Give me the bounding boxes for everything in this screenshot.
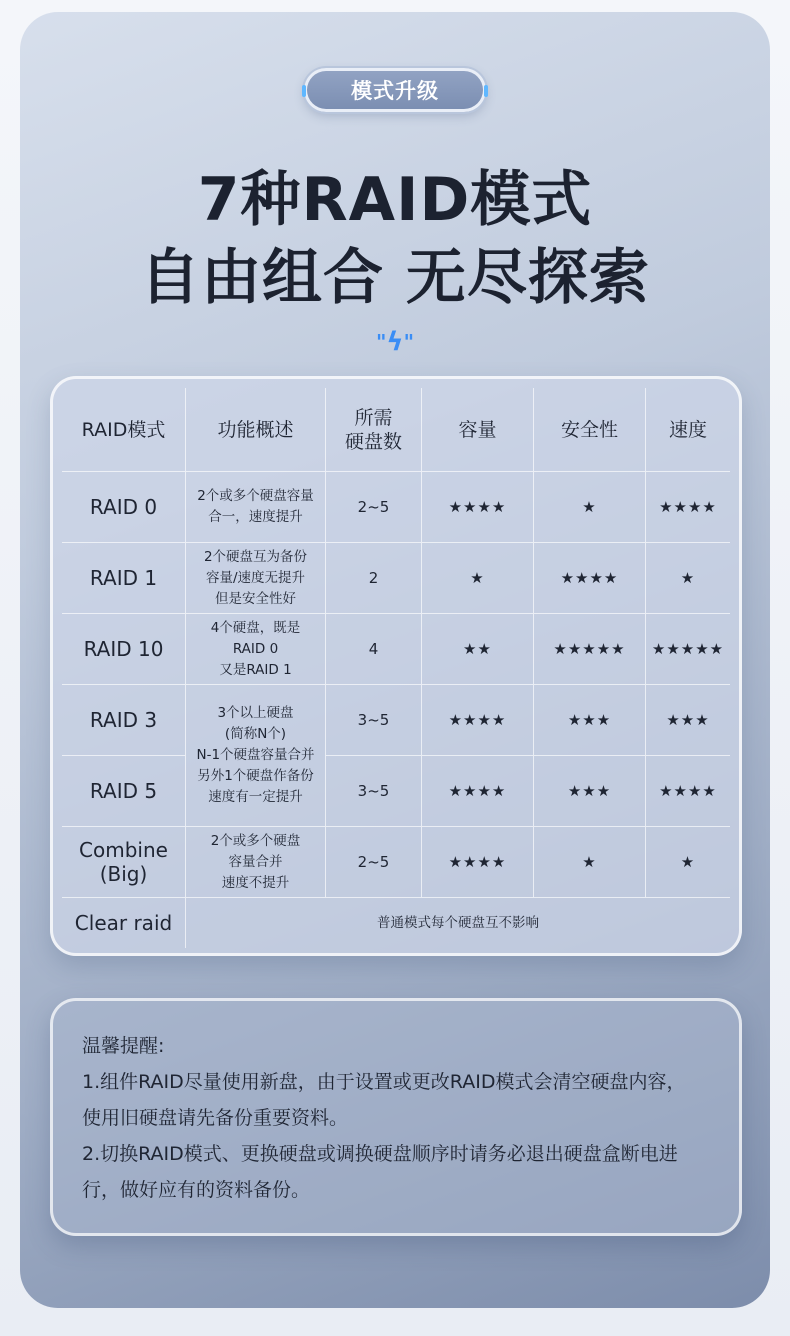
desc-line: (简称N个) <box>224 726 287 742</box>
row-raid1-safety: ★★★★ <box>534 543 646 614</box>
row-raid3-safety: ★★★ <box>534 685 646 756</box>
desc-line: RAID 0 <box>232 640 279 657</box>
desc-line: 2个硬盘互为备份 <box>203 548 308 565</box>
row-raid0-speed: ★★★★ <box>646 472 730 543</box>
row-combine-safety: ★ <box>534 827 646 898</box>
desc-line: N-1个硬盘容量合并 <box>196 747 315 763</box>
reminder-title: 温馨提醒: <box>82 1035 165 1057</box>
row-raid1-speed: ★ <box>646 543 730 614</box>
reminder-line: 使用旧硬盘请先备份重要资料。 <box>82 1107 349 1129</box>
row-clear-name: Clear raid <box>62 898 186 948</box>
desc-line: 但是安全性好 <box>215 590 296 607</box>
row-raid1-desc <box>186 543 326 614</box>
desc-line: 2个或多个硬盘容量 <box>197 488 314 504</box>
row-raid3-name: RAID 3 <box>62 685 186 756</box>
badge-right-accent <box>484 85 488 97</box>
row-raid10-disks: 4 <box>326 614 422 685</box>
desc-line: 容量合并 <box>228 853 283 870</box>
headline-line-2: 自由组合 无尽探索 <box>140 243 650 313</box>
raid-table <box>62 388 730 948</box>
row-raid3-disks: 3~5 <box>326 685 422 756</box>
header-desc: 功能概述 <box>186 388 326 472</box>
reminder-line: 行，做好应有的资料备份。 <box>82 1179 311 1201</box>
row-raid5-name: RAID 5 <box>62 756 186 827</box>
bolt-right-mark: " <box>403 330 414 354</box>
raid-table-card <box>50 376 742 956</box>
promo-card <box>20 12 770 1308</box>
header-safety: 安全性 <box>534 388 646 472</box>
row-raid10-capacity: ★★ <box>422 614 534 685</box>
mode-upgrade-badge <box>304 68 486 112</box>
bolt-left-mark: " <box>376 330 387 354</box>
header-capacity: 容量 <box>422 388 534 472</box>
row-combine-speed: ★ <box>646 827 730 898</box>
bolt-glyph: ϟ <box>386 327 404 357</box>
desc-line: 2个或多个硬盘 <box>210 832 301 849</box>
desc-line: 4个硬盘，既是 <box>210 619 301 636</box>
row-combine-desc <box>186 827 326 898</box>
headline-line-1: 7种RAID模式 <box>197 165 593 235</box>
header-speed: 速度 <box>646 388 730 472</box>
row-combine-name <box>62 827 186 898</box>
badge-label: 模式升级 <box>351 79 439 103</box>
row-raid5-capacity: ★★★★ <box>422 756 534 827</box>
badge-left-accent <box>302 85 306 97</box>
row-combine-capacity: ★★★★ <box>422 827 534 898</box>
row-raid0-disks: 2~5 <box>326 472 422 543</box>
row-raid3-raid5-desc <box>186 685 326 827</box>
row-raid5-safety: ★★★ <box>534 756 646 827</box>
lightning-bolt-icon <box>372 324 418 360</box>
desc-line: 3个以上硬盘 <box>217 705 294 721</box>
row-raid1-name: RAID 1 <box>62 543 186 614</box>
row-raid10-name: RAID 10 <box>62 614 186 685</box>
header-disks-line1: 所需 <box>354 406 393 429</box>
desc-line: 容量/速度无提升 <box>205 569 306 586</box>
row-raid1-disks: 2 <box>326 543 422 614</box>
desc-line: 速度有一定提升 <box>208 789 303 805</box>
desc-line: 合一，速度提升 <box>208 509 303 525</box>
row-raid10-desc <box>186 614 326 685</box>
row-raid0-name: RAID 0 <box>62 472 186 543</box>
reminder-card <box>50 998 742 1236</box>
desc-line: 另外1个硬盘作备份 <box>197 768 314 784</box>
header-mode: RAID模式 <box>62 388 186 472</box>
header-disks <box>326 388 422 472</box>
row-raid5-disks: 3~5 <box>326 756 422 827</box>
header-disks-line2: 硬盘数 <box>344 430 402 453</box>
row-raid3-capacity: ★★★★ <box>422 685 534 756</box>
desc-line: 速度不提升 <box>221 874 290 891</box>
row-raid0-capacity: ★★★★ <box>422 472 534 543</box>
row-raid0-safety: ★ <box>534 472 646 543</box>
desc-line: 又是RAID 1 <box>219 661 292 678</box>
row-combine-disks: 2~5 <box>326 827 422 898</box>
reminder-line: 1.组件RAID尽量使用新盘，由于设置或更改RAID模式会清空硬盘内容， <box>82 1071 686 1093</box>
combine-name-line1: Combine <box>79 838 168 862</box>
row-raid10-speed: ★★★★★ <box>646 614 730 685</box>
combine-name-line2: (Big) <box>99 862 148 886</box>
row-raid5-speed: ★★★★ <box>646 756 730 827</box>
row-clear-desc: 普通模式每个硬盘互不影响 <box>377 914 539 931</box>
reminder-line: 2.切换RAID模式、更换硬盘或调换硬盘顺序时请务必退出硬盘盒断电进 <box>82 1143 678 1165</box>
reminder-text <box>82 1028 722 1208</box>
row-raid1-capacity: ★ <box>422 543 534 614</box>
row-raid3-speed: ★★★ <box>646 685 730 756</box>
row-raid10-safety: ★★★★★ <box>534 614 646 685</box>
row-raid0-desc <box>186 472 326 543</box>
